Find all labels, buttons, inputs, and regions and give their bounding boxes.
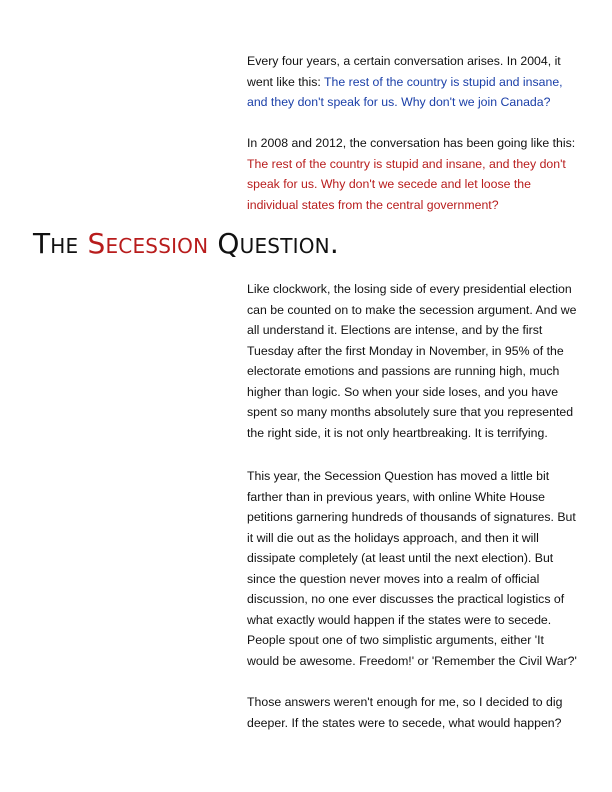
body-paragraph-2-text: This year, the Secession Question has moved a little bit farther than in previous years, with online White House petitions garnering hundreds of thousands of signatures. But it will die out as the holidays approach, and then it will dissipate completely (at least until the next election). But since the question never moves into a realm of official discussion, no one ever discusses the practical logistics of what exactly would happen if the states were to secede. People spout one of two simplistic arguments, either 'It would be awesome. Freedom!' or 'Remember the Civil War?' [247, 469, 577, 668]
body-paragraph-3-text: Those answers weren't enough for me, so I decided to dig deeper. If the states were to secede, what would happen? [247, 695, 563, 730]
body-paragraph-1-text: Like clockwork, the losing side of every presidential election can be counted on to make the secession argument. And we all understand it. Elections are intense, and by the first Tuesday after the first Monday in November, in 95% of the electorate emotions and passions are running high, much higher than logic. So when your side loses, and you have spent so many months absolutely sure that you represented the right side, it is not only heartbreaking. It is terrifying. [247, 282, 577, 440]
headline-part-before: The [33, 227, 88, 260]
headline-part-after: Question. [208, 227, 339, 260]
body-paragraph-1 [247, 279, 577, 443]
headline-accent-word: Secession [87, 227, 209, 260]
intro-2012-quote: The rest of the country is stupid and insane, and they don't speak for us. Why don't we secede and let loose the individual states from the central government? [247, 156, 566, 212]
intro-paragraph-2008-2012 [247, 133, 577, 215]
intro-2004-quote: The rest of the country is stupid and insane, and they don't speak for us. Why don't we join Canada? [247, 74, 563, 109]
body-paragraph-3 [247, 692, 577, 733]
body-paragraph-2 [247, 466, 577, 671]
intro-paragraph-2004 [247, 51, 577, 113]
intro-2004-lead: Every four years, a certain conversation arises. In 2004, it went like this: [247, 54, 561, 89]
intro-2012-lead: In 2008 and 2012, the conversation has been going like this: [247, 136, 576, 150]
article-headline [33, 224, 339, 264]
